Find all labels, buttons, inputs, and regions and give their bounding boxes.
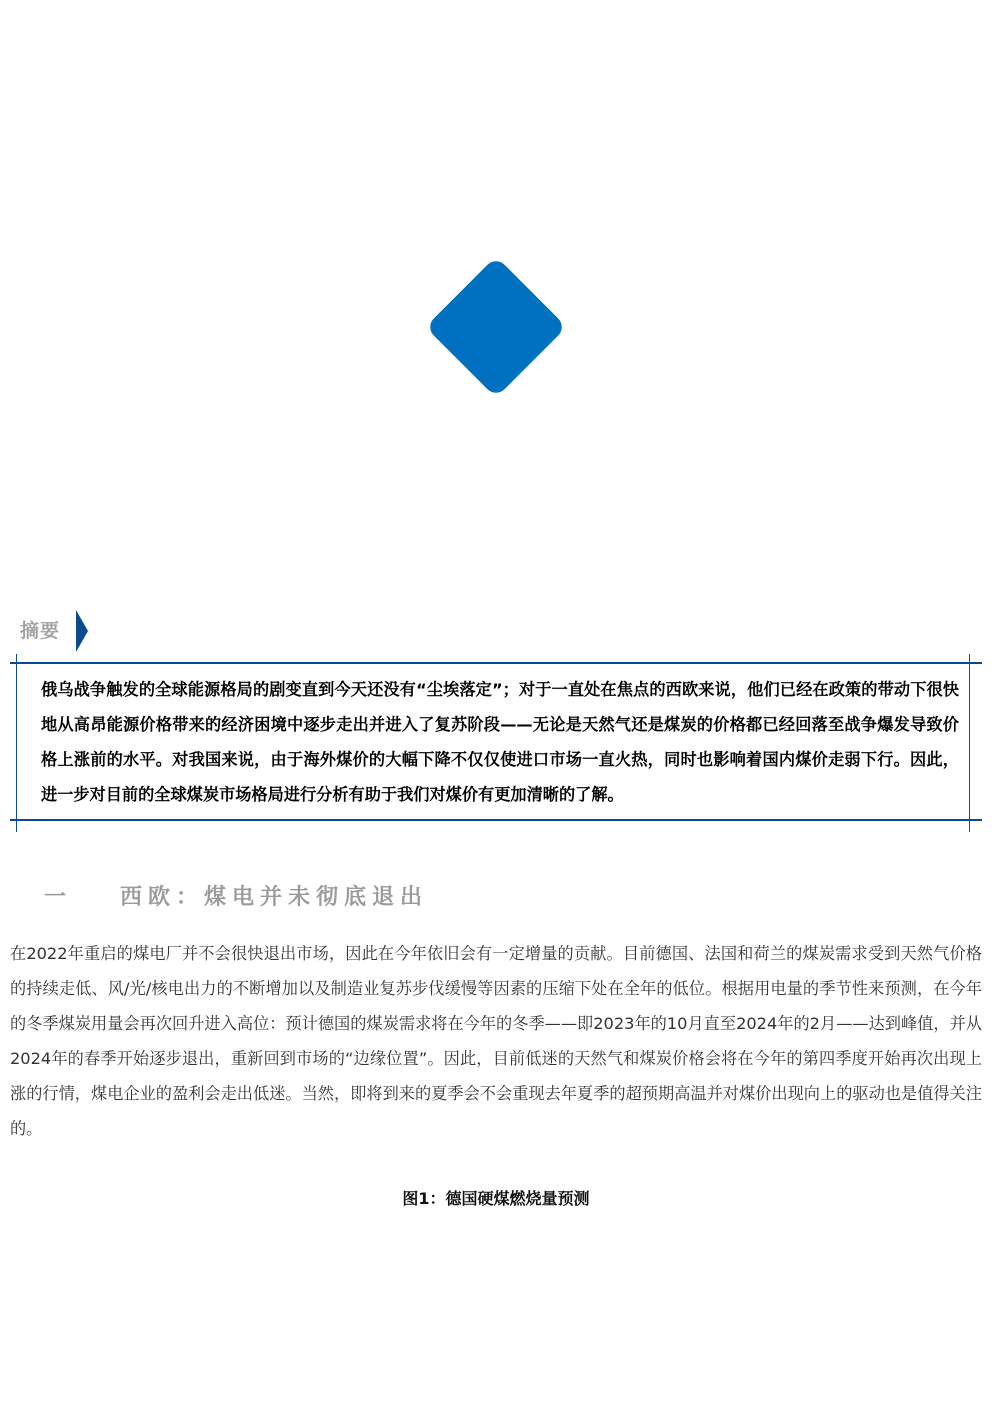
abstract-text: 俄乌战争触发的全球能源格局的剧变直到今天还没有“尘埃落定”；对于一直处在焦点的西欧来说，他们已经在政策的带动下很快地从高昂能源价格带来的经济困境中逐步走出并进入了复苏阶段——无论是天然气还是煤炭的价格都已经回落至战争爆发导致价格上涨前的水平。对我国来说，由于海外煤价的大幅下降不仅仅使进口市场一直火热，同时也影响着国内煤价走弱下行。因此，进一步对目前的全球煤炭市场格局进行分析有助于我们对煤价有更加清晰的了解。 [41, 680, 959, 804]
abstract-label: 摘要 [20, 620, 61, 642]
section-number: 一 [44, 885, 67, 910]
body-paragraph: 在2022年重启的煤电厂并不会很快退出市场，因此在今年依旧会有一定增量的贡献。目前德国、法国和荷兰的煤炭需求受到天然气价格的持续走低、风/光/核电出力的不断增加以及制造业复苏步伐缓慢等因素的压缩下处在全年的低位。根据用电量的季节性来预测，在今年的冬季煤炭用量会再次回升进入高位：预计德国的煤炭需求将在今年的冬季——即2023年的10月直至2024年的2月——达到峰值，并从2024年的春季开始逐步退出，重新回到市场的“边缘位置”。因此，目前低迷的天然气和煤炭价格会将在今年的第四季度开始再次出现上涨的行情，煤电企业的盈利会走出低迷。当然，即将到来的夏季会不会重现去年夏季的超预期高温并对煤价出现向上的驱动也是值得关注的。 [10, 944, 982, 1138]
abstract-box [10, 654, 982, 832]
blue-diamond-icon [425, 256, 567, 398]
figure-caption: 图1：德国硬煤燃烧量预测 [402, 1189, 590, 1208]
section-title: 西欧：煤电并未彻底退出 [120, 885, 429, 910]
chevron-right-icon [76, 610, 88, 652]
